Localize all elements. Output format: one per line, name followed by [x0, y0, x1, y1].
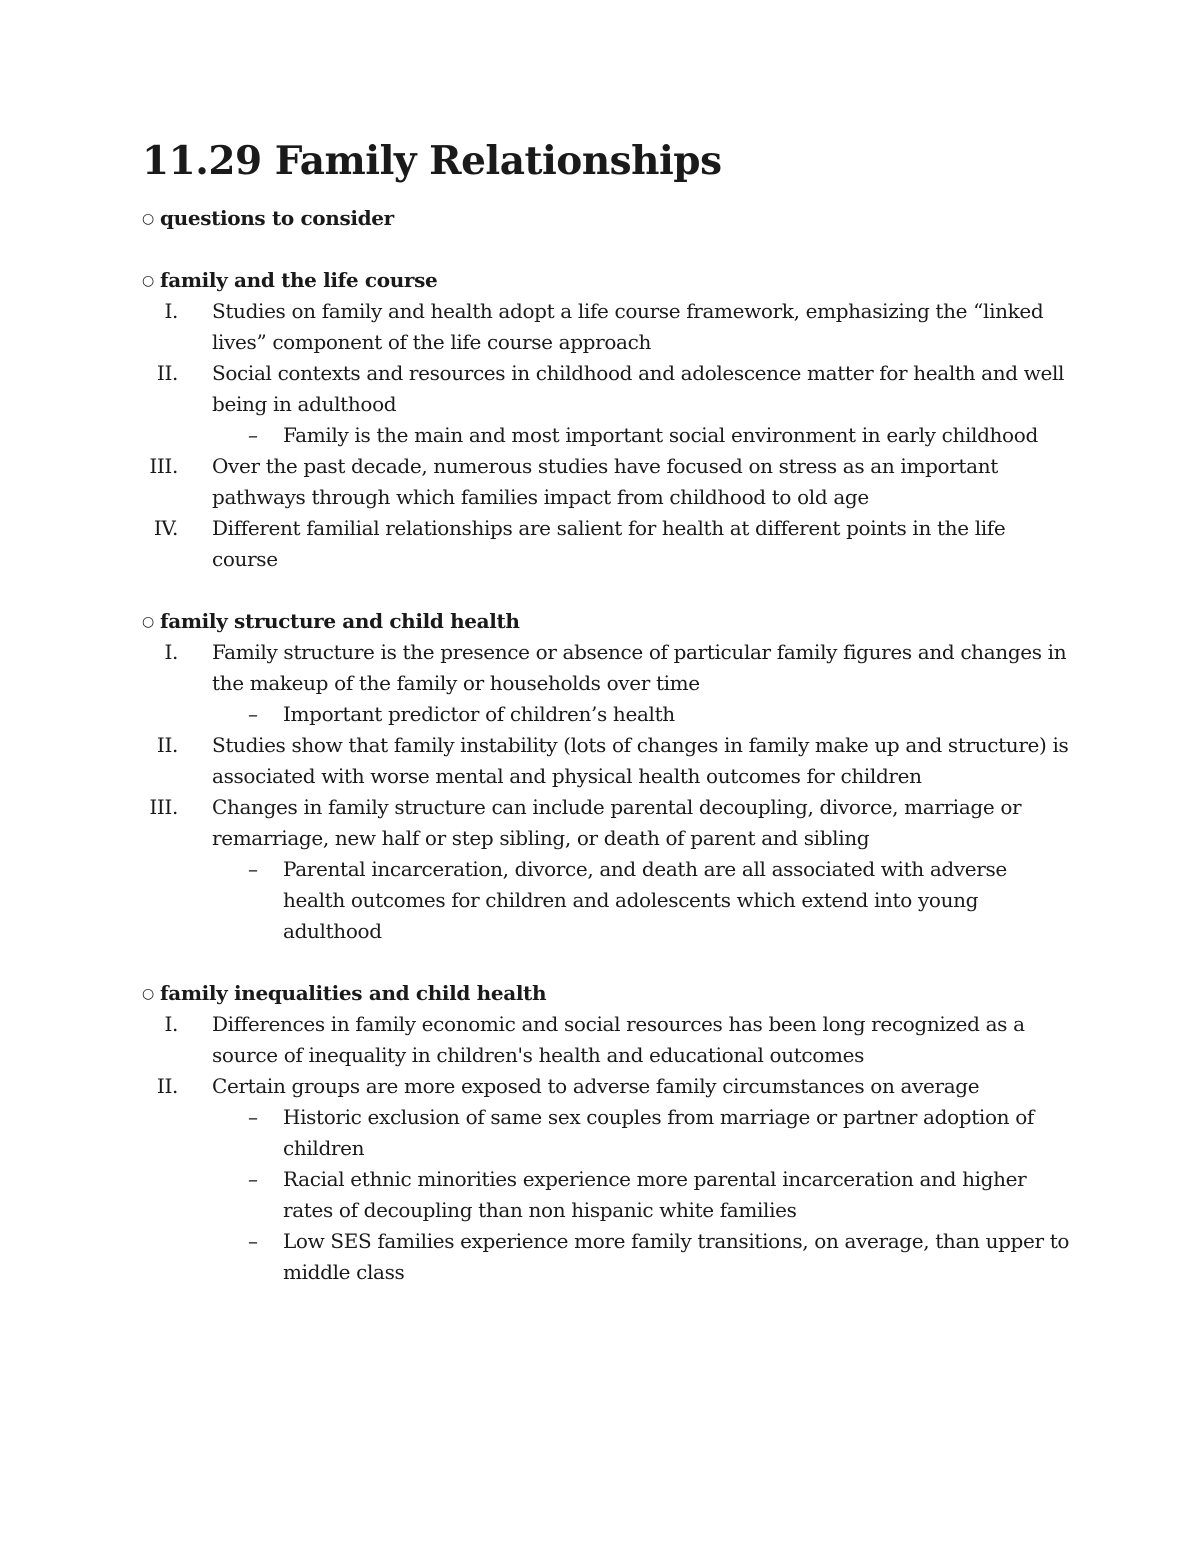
dash-bullet-icon: –: [248, 857, 258, 881]
sub-list-item-text: Historic exclusion of same sex couples from marriage or partner adoption of children: [283, 1105, 1034, 1160]
roman-numeral: III.: [149, 795, 178, 819]
outline-section: [142, 606, 1072, 947]
dash-bullet-icon: –: [248, 702, 258, 726]
section-heading: [142, 203, 1072, 234]
sub-list-item-text: Low SES families experience more family transitions, on average, than upper to middle class: [283, 1229, 1070, 1284]
hollow-circle-bullet-icon: ○: [142, 986, 154, 1002]
page-title: 11.29 Family Relationships: [142, 138, 722, 184]
dash-bullet-icon: –: [248, 423, 258, 447]
outline-section: [142, 978, 1072, 1288]
list-item: [142, 792, 1072, 854]
sub-list-item: [142, 1226, 1072, 1288]
section-heading: [142, 978, 1072, 1009]
section-heading: [142, 606, 1072, 637]
roman-numeral: II.: [156, 361, 178, 385]
roman-numeral: II.: [156, 733, 178, 757]
hollow-circle-bullet-icon: ○: [142, 211, 154, 227]
section-heading: [142, 265, 1072, 296]
sub-list-item-text: Important predictor of children’s health: [283, 702, 675, 726]
list-item-text: Differences in family economic and social resources has been long recognized as a source of inequality in children's health and educational outcomes: [212, 1012, 1025, 1067]
sub-list-item-text: Parental incarceration, divorce, and death are all associated with adverse health outcomes for children and adolescents which extend into young adulthood: [283, 857, 1007, 943]
list-item-text: Social contexts and resources in childhood and adolescence matter for health and well being in adulthood: [212, 361, 1065, 416]
outline-section: [142, 203, 1072, 234]
sub-list-item-text: Racial ethnic minorities experience more parental incarceration and higher rates of decoupling than non hispanic white families: [283, 1167, 1027, 1222]
roman-numeral: II.: [156, 1074, 178, 1098]
list-item: [142, 1071, 1072, 1102]
dash-bullet-icon: –: [248, 1167, 258, 1191]
roman-numeral: IV.: [153, 516, 178, 540]
list-item-text: Changes in family structure can include parental decoupling, divorce, marriage or remarriage, new half or step sibling, or death of parent and sibling: [212, 795, 1022, 850]
sub-list-item: [142, 420, 1072, 451]
dash-bullet-icon: –: [248, 1105, 258, 1129]
list-item-text: Certain groups are more exposed to adverse family circumstances on average: [212, 1074, 980, 1098]
list-item: [142, 296, 1072, 358]
section-heading-text: family inequalities and child health: [160, 981, 547, 1005]
outline-section: [142, 265, 1072, 575]
roman-numeral: I.: [164, 640, 178, 664]
list-item: [142, 1009, 1072, 1071]
list-item-text: Family structure is the presence or absence of particular family figures and changes in the makeup of the family or households over time: [212, 640, 1067, 695]
list-item: [142, 358, 1072, 420]
sub-list-item-text: Family is the main and most important social environment in early childhood: [283, 423, 1038, 447]
sub-list-item: [142, 1102, 1072, 1164]
list-item: [142, 730, 1072, 792]
list-item: [142, 637, 1072, 699]
dash-bullet-icon: –: [248, 1229, 258, 1253]
sub-list-item: [142, 854, 1072, 947]
hollow-circle-bullet-icon: ○: [142, 614, 154, 630]
sub-list-item: [142, 1164, 1072, 1226]
roman-numeral: I.: [164, 299, 178, 323]
roman-numeral: I.: [164, 1012, 178, 1036]
section-heading-text: family structure and child health: [160, 609, 520, 633]
sub-list-item: [142, 699, 1072, 730]
hollow-circle-bullet-icon: ○: [142, 273, 154, 289]
list-item-text: Different familial relationships are salient for health at different points in the life course: [212, 516, 1006, 571]
list-item: [142, 451, 1072, 513]
list-item-text: Studies show that family instability (lots of changes in family make up and structure) is associated with worse mental and physical health outcomes for children: [212, 733, 1069, 788]
section-heading-text: family and the life course: [160, 268, 438, 292]
list-item-text: Studies on family and health adopt a life course framework, emphasizing the “linked lives” component of the life course approach: [212, 299, 1044, 354]
list-item-text: Over the past decade, numerous studies have focused on stress as an important pathways through which families impact from childhood to old age: [212, 454, 998, 509]
list-item: [142, 513, 1072, 575]
roman-numeral: III.: [149, 454, 178, 478]
document-body: [142, 203, 1072, 1319]
section-heading-text: questions to consider: [160, 206, 394, 230]
